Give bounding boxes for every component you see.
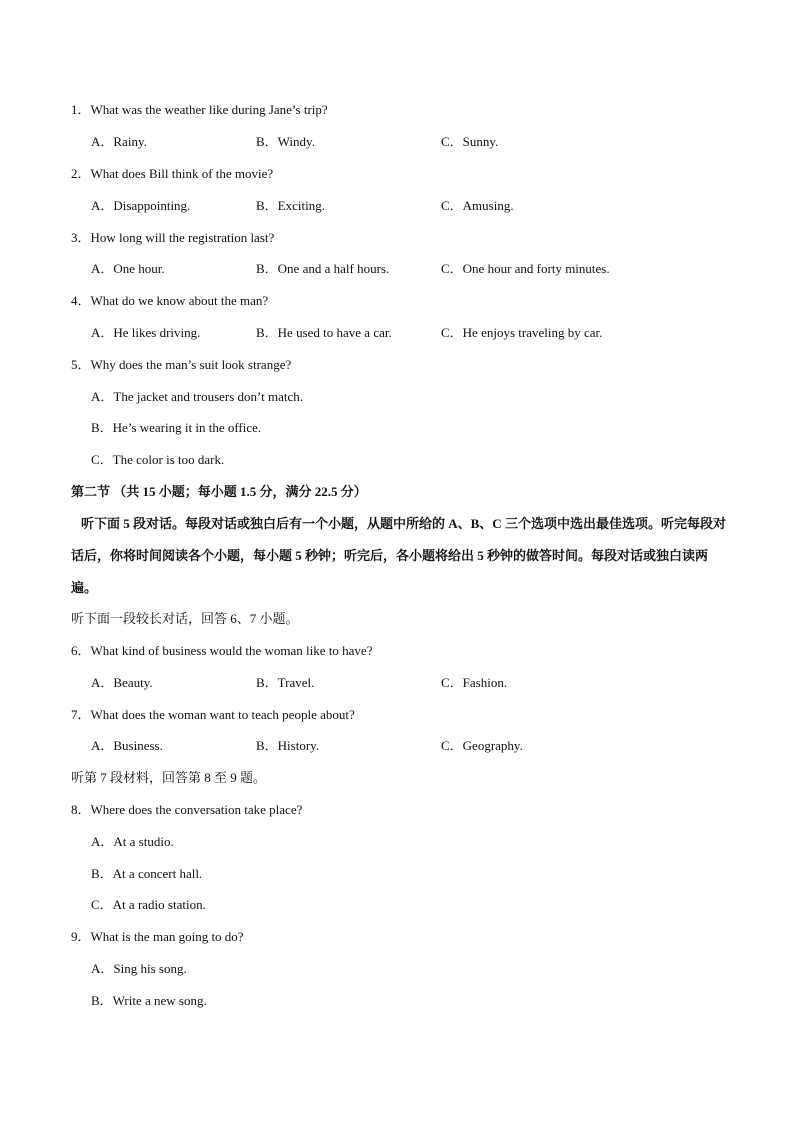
question-6-option-a: A．Beauty. [91,675,153,690]
question-1-option-a: A．Rainy. [91,134,147,149]
section-2-instructions: 听下面 5 段对话。每段对话或独白后有一个小题，从题中所给的 A、B、C 三个选项中选出最佳选项。听完每段对话后，你将时间阅读各个小题，每小题 5 秒钟；听完后，各小题将给出 5 秒钟的做答时间。每段对话或独白读两遍。 [71,516,726,595]
question-8-option-b: B．At a concert hall. [91,866,203,881]
question-5-option-b: B．He’s wearing it in the office. [91,420,262,435]
dialogue-intro-8-9: 听第 7 段材料，回答第 8 至 9 题。 [71,770,267,785]
question-7-stem: 7．What does the woman want to teach people about? [71,707,355,722]
question-6-stem: 6．What kind of business would the woman like to have? [71,643,373,658]
question-8-option-a: A．At a studio. [91,834,174,849]
question-2-stem: 2．What does Bill think of the movie? [71,166,274,181]
question-7-option-a: A．Business. [91,738,163,753]
question-7-option-c: C．Geography. [441,738,523,753]
question-2-option-a: A．Disappointing. [91,198,191,213]
question-4-option-b: B．He used to have a car. [256,325,392,340]
question-5-option-c: C．The color is too dark. [91,452,225,467]
question-3-option-b: B．One and a half hours. [256,261,390,276]
question-2-option-b: B．Exciting. [256,198,325,213]
question-9-stem: 9．What is the man going to do? [71,929,244,944]
section-2-heading: 第二节 （共 15 小题；每小题 1.5 分，满分 22.5 分） [71,484,367,499]
question-3-option-c: C．One hour and forty minutes. [441,261,610,276]
question-8-stem: 8．Where does the conversation take place? [71,802,303,817]
question-8-option-c: C．At a radio station. [91,897,206,912]
question-2-option-c: C．Amusing. [441,198,514,213]
question-4-option-a: A．He likes driving. [91,325,201,340]
question-5-stem: 5．Why does the man’s suit look strange? [71,357,292,372]
question-7-option-b: B．History. [256,738,320,753]
question-3-stem: 3．How long will the registration last? [71,230,275,245]
question-4-option-c: C．He enjoys traveling by car. [441,325,603,340]
question-9-option-a: A．Sing his song. [91,961,187,976]
question-6-option-b: B．Travel. [256,675,315,690]
question-6-option-c: C．Fashion. [441,675,508,690]
question-4-stem: 4．What do we know about the man? [71,293,269,308]
question-5-option-a: A．The jacket and trousers don’t match. [91,389,304,404]
question-1-stem: 1．What was the weather like during Jane’s trip? [71,102,328,117]
question-1-option-b: B．Windy. [256,134,315,149]
question-9-option-b: B．Write a new song. [91,993,207,1008]
dialogue-intro-6-7: 听下面一段较长对话，回答 6、7 小题。 [71,611,299,626]
question-1-option-c: C．Sunny. [441,134,499,149]
question-3-option-a: A．One hour. [91,261,165,276]
